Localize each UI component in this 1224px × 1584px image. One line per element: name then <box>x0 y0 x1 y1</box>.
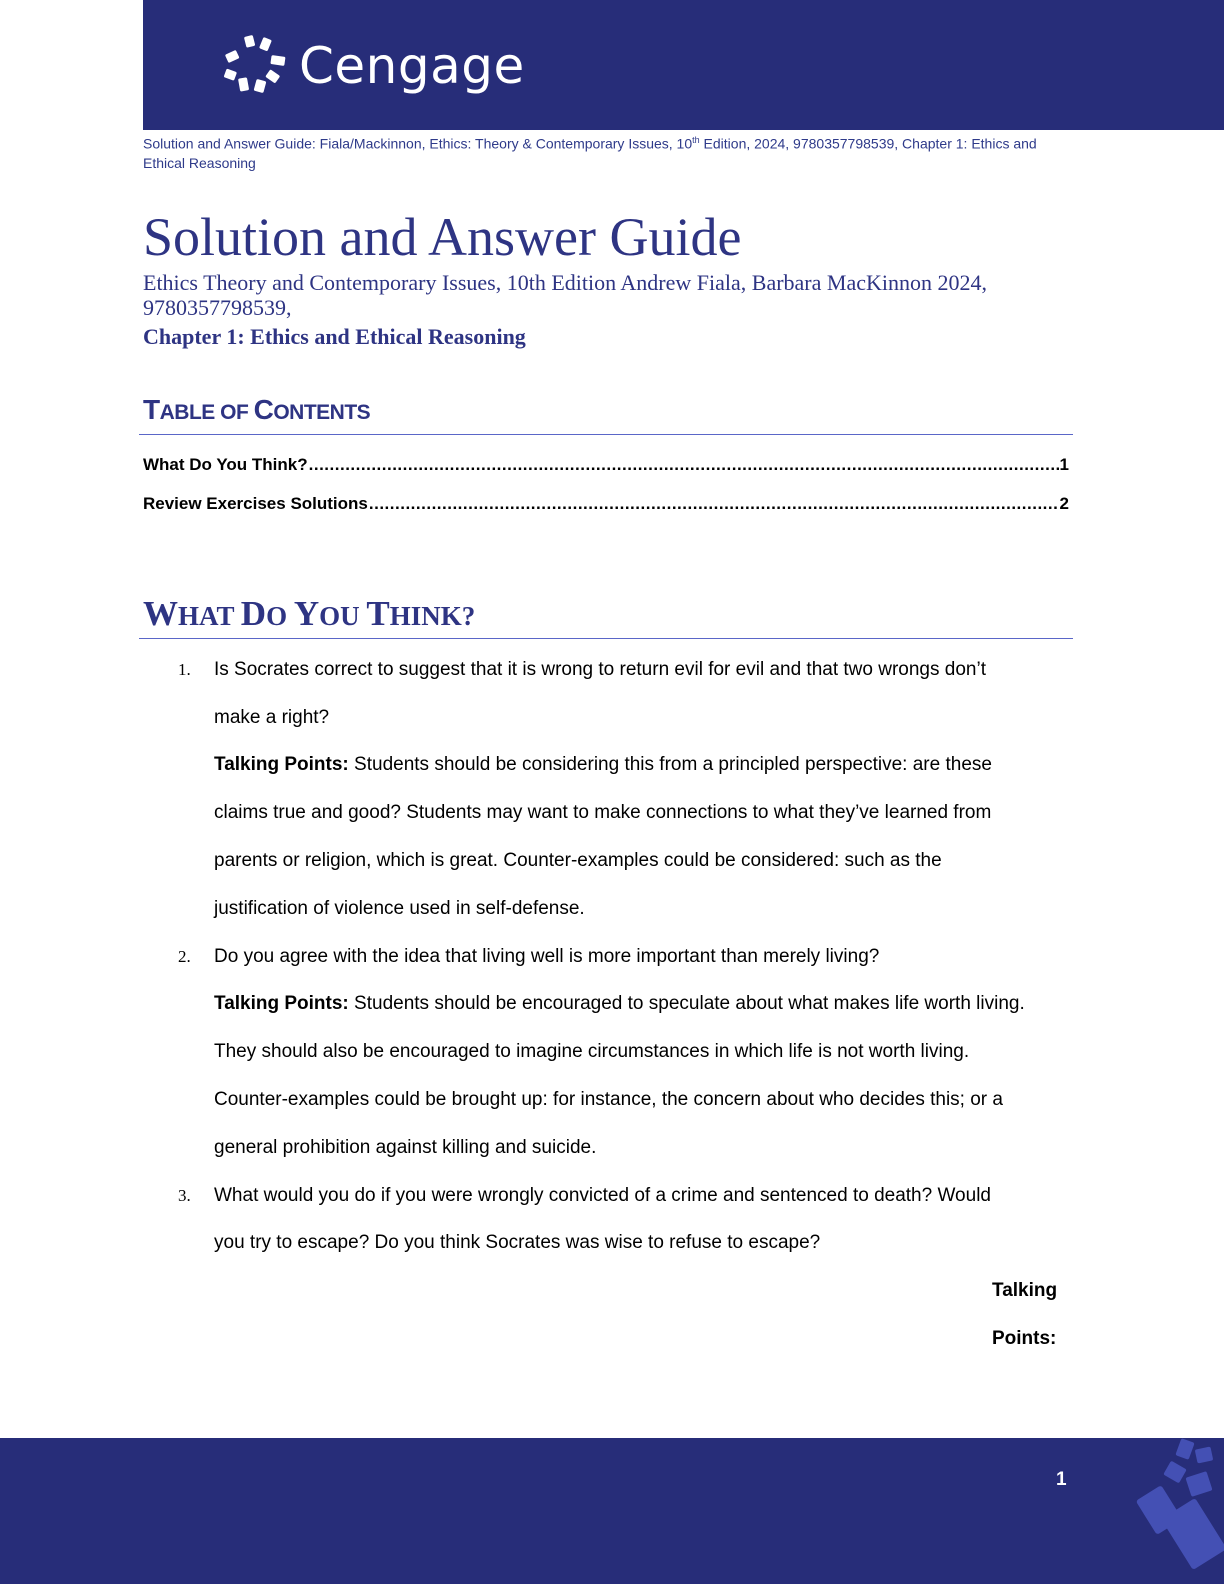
talking-points-label: Talking Points: <box>214 754 349 775</box>
talking-points-line: Counter-examples could be brought up: for instance, the concern about who decides this; or a <box>214 1089 1003 1110</box>
talking-points-line <box>214 992 1025 1016</box>
document-title: Solution and Answer Guide <box>143 207 742 267</box>
toc-divider <box>139 434 1073 435</box>
question-number: 3. <box>178 1186 191 1205</box>
question-text-line: you try to escape? Do you think Socrates was wise to refuse to escape? <box>214 1232 821 1253</box>
talking-points-label <box>992 1327 1056 1351</box>
toc-heading-cap-2: C <box>253 394 274 425</box>
footer-banner <box>0 1438 1224 1584</box>
toc-entry-review-exercises[interactable] <box>143 493 1069 515</box>
heading-small: OU <box>319 601 367 631</box>
chapter-title: Chapter 1: Ethics and Ethical Reasoning <box>143 324 526 349</box>
question-text-line: Do you agree with the idea that living well is more important than merely living? <box>214 946 880 967</box>
section-heading <box>143 592 475 638</box>
toc-entry-label: What Do You Think? <box>143 455 308 474</box>
talking-points-line <box>214 753 992 777</box>
talking-points-line: justification of violence used in self-defense. <box>214 898 585 919</box>
talking-points-line: parents or religion, which is great. Counter-examples could be considered: such as the <box>214 850 942 871</box>
toc-heading-cap-1: T <box>143 394 160 425</box>
brand-name: Cengage <box>299 37 525 95</box>
heading-cap: T <box>366 594 390 633</box>
talking-points-label-word: Talking <box>992 1280 1058 1301</box>
heading-cap: Y <box>293 594 320 633</box>
question-text-line: What would you do if you were wrongly convicted of a crime and sentenced to death? Would <box>214 1185 991 1206</box>
question-text-line: make a right? <box>214 707 330 728</box>
talking-points-label-word: Points: <box>992 1328 1057 1349</box>
toc-heading <box>143 392 370 431</box>
running-header-superscript: th <box>692 135 700 145</box>
heading-small: HINK? <box>389 601 476 631</box>
toc-entry-page: 1 <box>1059 455 1069 474</box>
section-divider <box>139 638 1073 639</box>
question-number: 1. <box>178 660 191 679</box>
talking-points-label: Talking Points: <box>214 993 349 1014</box>
question-number: 2. <box>178 947 191 966</box>
cengage-corner-mark-icon <box>1130 1438 1224 1584</box>
toc-heading-small-2: ONTENTS <box>273 401 371 424</box>
talking-points-line: They should also be encouraged to imagine circumstances in which life is not worth living. <box>214 1041 970 1062</box>
talking-points-text: Students should be encouraged to speculate about what makes life worth living. <box>348 993 1025 1014</box>
running-header <box>143 131 1063 173</box>
cengage-burst-icon <box>223 34 289 98</box>
heading-cap: D <box>240 594 267 633</box>
document-subtitle: Ethics Theory and Contemporary Issues, 10th Edition Andrew Fiala, Barbara MacKinnon 2024, 9780357798539, <box>143 270 987 320</box>
cengage-logo <box>223 34 525 98</box>
toc-heading-small-1: ABLE OF <box>159 401 254 424</box>
heading-small: O <box>266 601 294 631</box>
page-number: 1 <box>1056 1469 1067 1490</box>
talking-points-text: Students should be considering this from a principled perspective: are these <box>348 754 992 775</box>
toc-entry-label: Review Exercises Solutions <box>143 494 368 513</box>
talking-points-label <box>992 1279 1057 1303</box>
talking-points-line: claims true and good? Students may want to make connections to what they’ve learned from <box>214 802 992 823</box>
running-header-part-1: Solution and Answer Guide: Fiala/Mackinnon, Ethics: Theory & Contemporary Issues, 10 <box>143 135 693 152</box>
toc-leader-dots <box>369 493 1059 515</box>
question-text-line: Is Socrates correct to suggest that it is wrong to return evil for evil and that two wrongs don’t <box>214 659 986 680</box>
toc-leader-dots <box>309 454 1059 476</box>
toc-entry-page: 2 <box>1059 494 1069 513</box>
toc-entry-what-do-you-think[interactable] <box>143 454 1069 476</box>
running-header-part-2: Edition, 2024, 9780357798539, Chapter 1: Ethics and Ethical Reasoning <box>143 135 1037 171</box>
heading-small: HAT <box>178 601 241 631</box>
header-banner <box>143 0 1224 130</box>
heading-cap: W <box>143 594 178 633</box>
talking-points-line: general prohibition against killing and suicide. <box>214 1137 597 1158</box>
